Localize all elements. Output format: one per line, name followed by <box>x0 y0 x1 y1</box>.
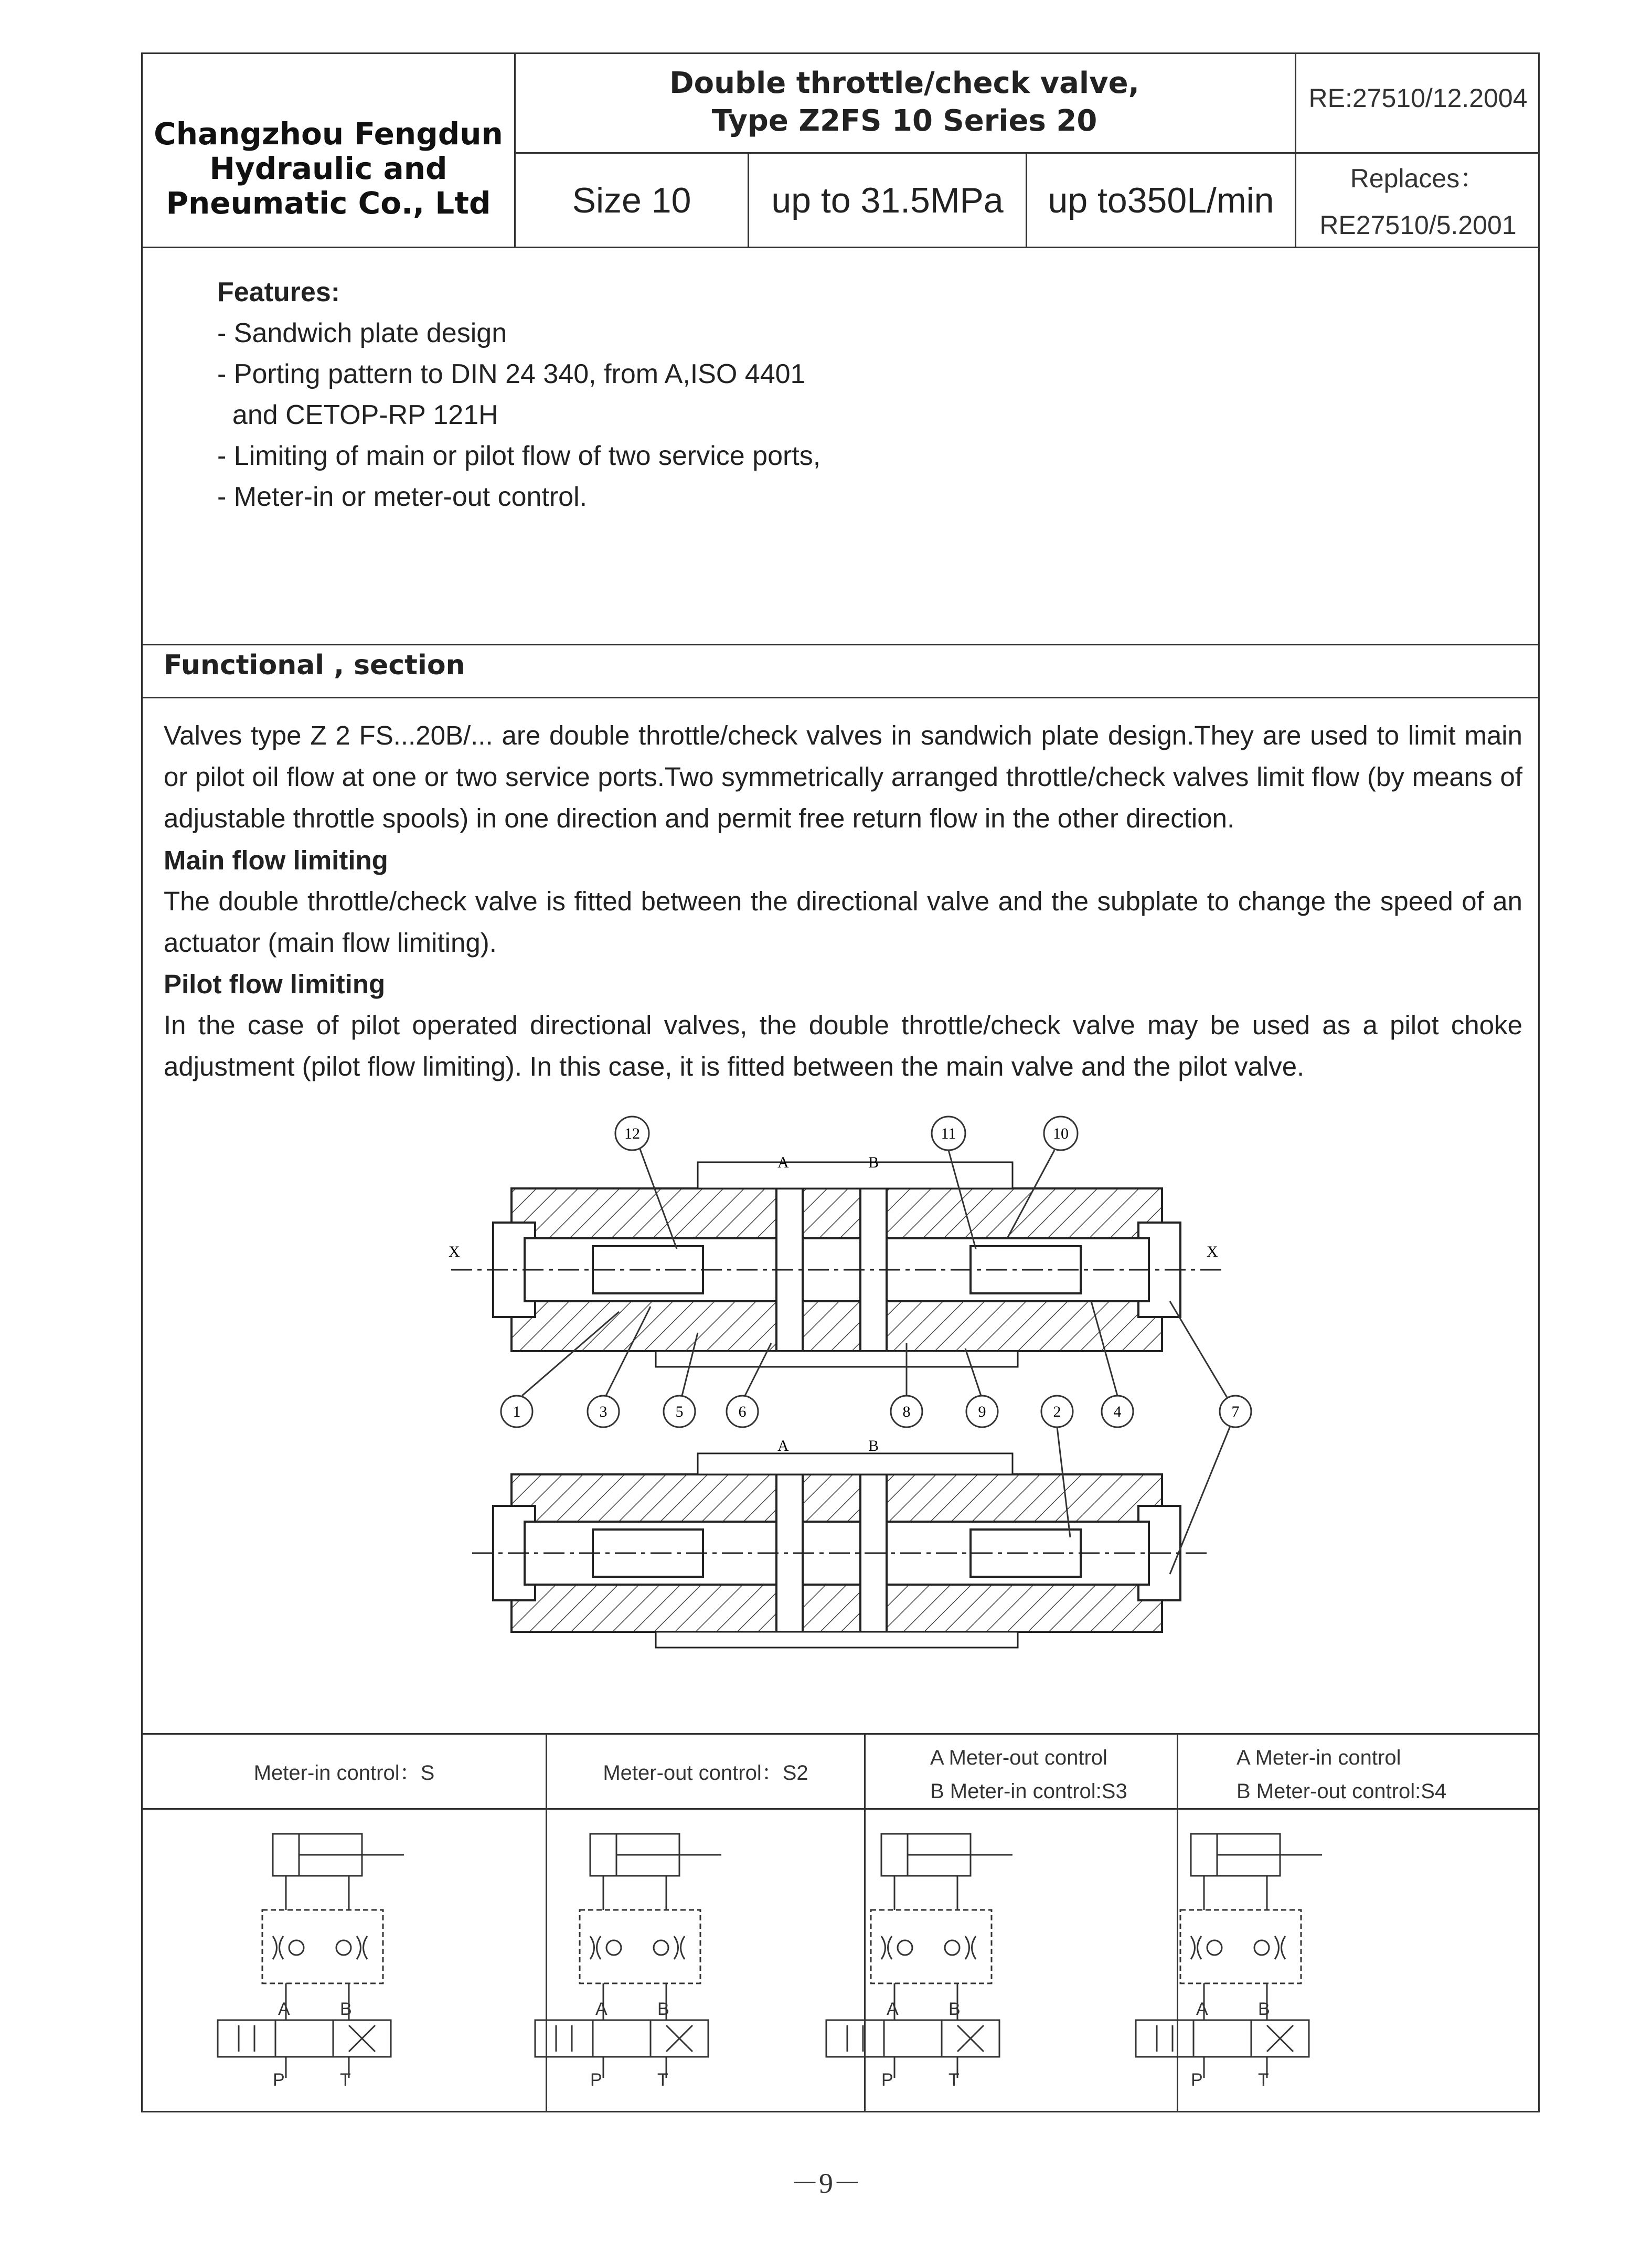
port-label-b: B <box>1258 1999 1270 2019</box>
port-label-t: T <box>340 2070 351 2090</box>
replaces-value: RE27510/5.2001 <box>1319 210 1517 240</box>
company-line-1: Changzhou Fengdun <box>154 116 503 152</box>
company-line-2: Hydraulic and <box>209 151 447 186</box>
title-line-1: Double throttle/check valve, <box>669 66 1139 100</box>
port-label-t: T <box>657 2070 668 2090</box>
main-flow-text: The double throttle/check valve is fitted between the directional valve and the subplate to change the speed of an actuator (main flow limiting). <box>164 886 1522 958</box>
callout-9: 9 <box>978 1403 986 1420</box>
callout-12: 12 <box>624 1125 640 1142</box>
directional-valve <box>218 2020 391 2057</box>
lower-port-a-label: A <box>777 1437 789 1454</box>
replaces-label: Replaces： <box>1350 164 1486 193</box>
port-label-p: P <box>881 2070 893 2090</box>
axis-label-left: X <box>449 1243 460 1260</box>
check-valve-ball <box>945 1940 960 1955</box>
callout-10: 10 <box>1053 1125 1069 1142</box>
control-label-s2: Meter-out control：S2 <box>603 1761 808 1785</box>
callout-1: 1 <box>513 1403 521 1420</box>
functional-intro: Valves type Z 2 FS...20B/... are double throttle/check valves in sandwich plate design.They are used to limit main or pilot oil flow at one or two service ports.Two symmetrically arranged throttle/check valves limit flow (by means of adjustable throttle spools) in one direction and permit free return flow in the other direction. <box>164 720 1522 833</box>
port-label-p: P <box>1191 2070 1203 2090</box>
throttle-symbol <box>881 1936 892 1959</box>
flow-cell: up to350L/min <box>1048 180 1274 220</box>
control-label-s3-b: B Meter-in control:S3 <box>930 1780 1127 1803</box>
throttle-check-block <box>1180 1910 1301 1983</box>
callout-6: 6 <box>738 1403 747 1420</box>
pilot-flow-heading: Pilot flow limiting <box>164 969 386 999</box>
port-label-t: T <box>1258 2070 1269 2090</box>
pilot-flow-text: In the case of pilot operated directional valves, the double throttle/check valve may be used as a pilot choke adjustment (pilot flow limiting). In this case, it is fitted between the main valve and the pilot valve. <box>164 1010 1522 1081</box>
directional-valve <box>826 2020 999 2057</box>
check-valve-ball <box>606 1940 621 1955</box>
port-b-label: B <box>868 1154 879 1171</box>
throttle-symbol <box>1275 1936 1285 1959</box>
port-label-a: A <box>278 1999 290 2019</box>
port-label-a: A <box>595 1999 607 2019</box>
port-label-t: T <box>948 2070 960 2090</box>
throttle-check-block <box>262 1910 383 1983</box>
throttle-symbol <box>357 1936 367 1959</box>
throttle-symbol <box>590 1936 601 1959</box>
callout-11: 11 <box>941 1125 956 1142</box>
control-label-s3-a: A Meter-out control <box>930 1746 1107 1769</box>
re-number: RE:27510/12.2004 <box>1308 83 1528 113</box>
throttle-check-block <box>871 1910 992 1983</box>
directional-valve <box>1136 2020 1309 2057</box>
port-label-p: P <box>273 2070 285 2090</box>
title-line-2: Type Z2FS 10 Series 20 <box>711 104 1097 138</box>
company-line-3: Pneumatic Co., Ltd <box>166 185 491 221</box>
callout-5: 5 <box>675 1403 684 1420</box>
throttle-check-block <box>580 1910 700 1983</box>
throttle-symbol <box>965 1936 976 1959</box>
check-valve-ball <box>898 1940 912 1955</box>
pressure-cell: up to 31.5MPa <box>771 180 1004 220</box>
port-label-b: B <box>657 1999 669 2019</box>
port-label-a: A <box>887 1999 899 2019</box>
functional-heading: Functional , section <box>164 650 465 681</box>
control-label-s: Meter-in control：S <box>253 1761 435 1785</box>
port-label-a: A <box>1196 1999 1208 2019</box>
callout-8: 8 <box>902 1403 911 1420</box>
control-label-s4-b: B Meter-out control:S4 <box>1237 1780 1447 1803</box>
features-heading: Features: <box>217 277 340 307</box>
page-number: －9－ <box>791 2168 861 2199</box>
feature-item: - Limiting of main or pilot flow of two service ports, <box>217 441 821 471</box>
callout-7: 7 <box>1231 1403 1240 1420</box>
feature-item: - Porting pattern to DIN 24 340, from A,ISO 4401 <box>217 359 806 389</box>
check-valve-ball <box>336 1940 351 1955</box>
throttle-symbol <box>674 1936 685 1959</box>
throttle-symbol <box>273 1936 283 1959</box>
check-valve-ball <box>654 1940 668 1955</box>
callout-4: 4 <box>1113 1403 1122 1420</box>
feature-item: - Sandwich plate design <box>217 318 507 348</box>
port-a-label: A <box>777 1154 789 1171</box>
axis-label-right: X <box>1207 1243 1218 1260</box>
directional-valve <box>535 2020 708 2057</box>
port-label-p: P <box>590 2070 602 2090</box>
feature-item: and CETOP-RP 121H <box>217 400 498 430</box>
lower-port-b-label: B <box>868 1437 879 1454</box>
throttle-symbol <box>1191 1936 1201 1959</box>
callout-3: 3 <box>599 1403 607 1420</box>
check-valve-ball <box>1254 1940 1269 1955</box>
port-label-b: B <box>340 1999 352 2019</box>
size-cell: Size 10 <box>572 180 691 220</box>
check-valve-ball <box>289 1940 304 1955</box>
port-label-b: B <box>948 1999 961 2019</box>
check-valve-ball <box>1207 1940 1222 1955</box>
main-flow-heading: Main flow limiting <box>164 845 388 875</box>
callout-2: 2 <box>1053 1403 1061 1420</box>
control-label-s4-a: A Meter-in control <box>1237 1746 1401 1769</box>
feature-item: - Meter-in or meter-out control. <box>217 482 588 512</box>
